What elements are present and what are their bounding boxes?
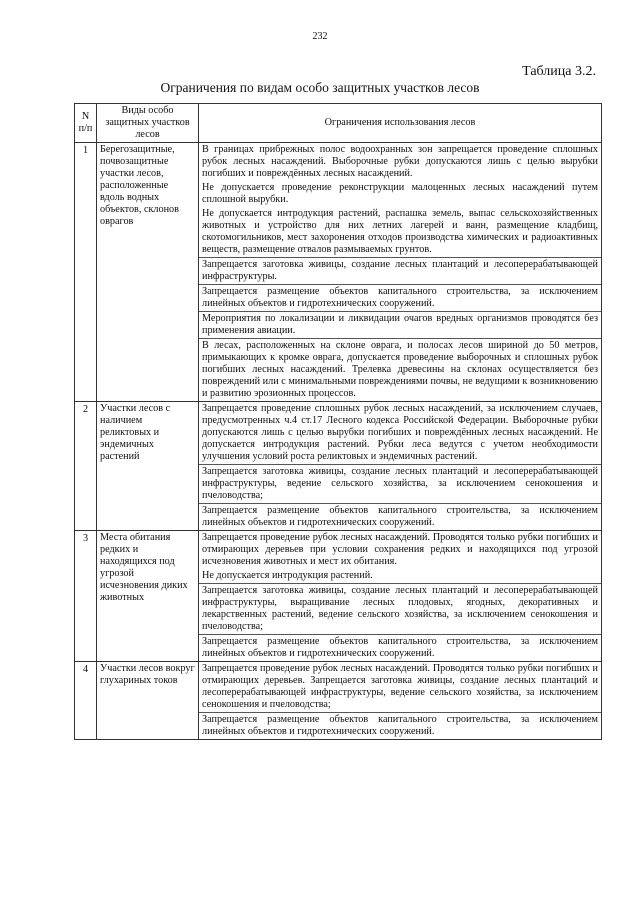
restriction-paragraph: Запрещается размещение объектов капитального строительства, за исключением линейных объектов и гидротехнических сооружений.: [199, 634, 601, 661]
row-restrictions: [199, 143, 602, 402]
row-number: 3: [75, 531, 97, 662]
restriction-paragraph: Запрещается проведение рубок лесных насаждений. Проводятся только рубки погибших и отмирающих деревьев при условии сохранения редких и находящихся под угрозой исчезновения животных и мест их обитания.: [202, 532, 598, 567]
restriction-paragraph: Запрещается заготовка живицы, создание лесных плантаций и лесоперерабатывающей инфраструктуры.: [199, 257, 601, 284]
row-number: 2: [75, 402, 97, 531]
restriction-paragraph: Мероприятия по локализации и ликвидации очагов вредных организмов проводятся без применения авиации.: [199, 311, 601, 338]
table-row: [75, 402, 602, 531]
page-title: Ограничения по видам особо защитных участков лесов: [160, 80, 480, 95]
header-restrictions: Ограничения использования лесов: [199, 104, 602, 143]
table-row: [75, 531, 602, 662]
table-row: [75, 662, 602, 740]
restriction-paragraph: Запрещается размещение объектов капитального строительства, за исключением линейных объектов и гидротехнических сооружений.: [199, 503, 601, 530]
restriction-paragraph: Запрещается размещение объектов капитального строительства, за исключением линейных объектов и гидротехнических сооружений.: [199, 712, 601, 739]
restriction-paragraph: Запрещается размещение объектов капитального строительства, за исключением линейных объектов и гидротехнических сооружений.: [199, 284, 601, 311]
restriction-paragraph: В границах прибрежных полос водоохранных зон запрещается проведение сплошных рубок лесных насаждений. Выборочные рубки допускаются лишь с целью вырубки погибших и повреждённых лесных насаждений.: [202, 144, 598, 179]
row-number: 4: [75, 662, 97, 740]
row-area-type: Места обитания редких и находящихся под угрозой исчезновения диких животных: [97, 531, 199, 662]
header-num: N п/п: [75, 104, 97, 143]
restriction-paragraph: Не допускается интродукция растений.: [202, 570, 373, 581]
header-kind: Виды особо защитных участков лесов: [97, 104, 199, 143]
row-area-type: Участки лесов с наличием реликтовых и эндемичных растений: [97, 402, 199, 531]
row-area-type: Берегозащитные, почвозащитные участки лесов, расположенные вдоль водных объектов, склонов оврагов: [97, 143, 199, 402]
restriction-paragraph: Запрещается заготовка живицы, создание лесных плантаций и лесоперерабатывающей инфраструктуры, ведение сельского хозяйства, за исключением сенокошения и пчеловодства;: [199, 464, 601, 503]
restriction-paragraph: В лесах, расположенных на склоне оврага, и полосах лесов шириной до 50 метров, примыкающих к кромке оврага, допускается проведение выборочных и сплошных рубок погибших лесных насаждений. Трелевка древесины на склонах осуществляется без повреждений или с минимальными повреждениями почвы, не ведущими к возникновению и развитию эрозионных процессов.: [199, 338, 601, 401]
row-number: 1: [75, 143, 97, 402]
table-label: Таблица 3.2.: [522, 64, 596, 79]
row-area-type: Участки лесов вокруг глухариных токов: [97, 662, 199, 740]
restriction-paragraph: Запрещается проведение сплошных рубок лесных насаждений, за исключением случаев, предусмотренных ч.4 ст.17 Лесного кодекса Российской Федерации. Выборочные рубки допускаются лишь с целью вырубки погибших и повреждённых лесных насаждений. Не допускается интродукция растений. Рубки леса ведутся с учетом необходимости улучшения условий роста реликтовых и эндемичных растений.: [202, 403, 598, 462]
row-restrictions: [199, 531, 602, 662]
page-number: 232: [312, 31, 328, 42]
row-restrictions: [199, 662, 602, 740]
restrictions-table: [74, 103, 602, 740]
table-row: [75, 143, 602, 402]
restriction-paragraph: Не допускается проведение реконструкции малоценных лесных насаждений путем сплошной вырубки.: [202, 182, 598, 205]
restriction-paragraph: Запрещается заготовка живицы, создание лесных плантаций и лесоперерабатывающей инфраструктуры, выращивание лесных плодовых, ягодных, декоративных и лекарственных растений, ведение сельского хозяйства, за исключением сенокошения и пчеловодства;: [199, 583, 601, 634]
row-restrictions: [199, 402, 602, 531]
restriction-paragraph: Не допускается интродукция растений, распашка земель, выпас сельскохозяйственных животных и устройство для них летних лагерей и ванн, размещение кладбищ, скотомогильников, мест захоронения отходов производства химических и радиоактивных веществ, размещение отвалов размываемых грунтов.: [202, 208, 598, 255]
table-header-row: [75, 104, 602, 143]
restriction-paragraph: Запрещается проведение рубок лесных насаждений. Проводятся только рубки погибших и отмирающих деревьев. Запрещается заготовка живицы, создание лесных плантаций и лесоперерабатывающей инфраструктуры, ведение сельского хозяйства, за исключением сенокошения и пчеловодства;: [202, 663, 598, 710]
